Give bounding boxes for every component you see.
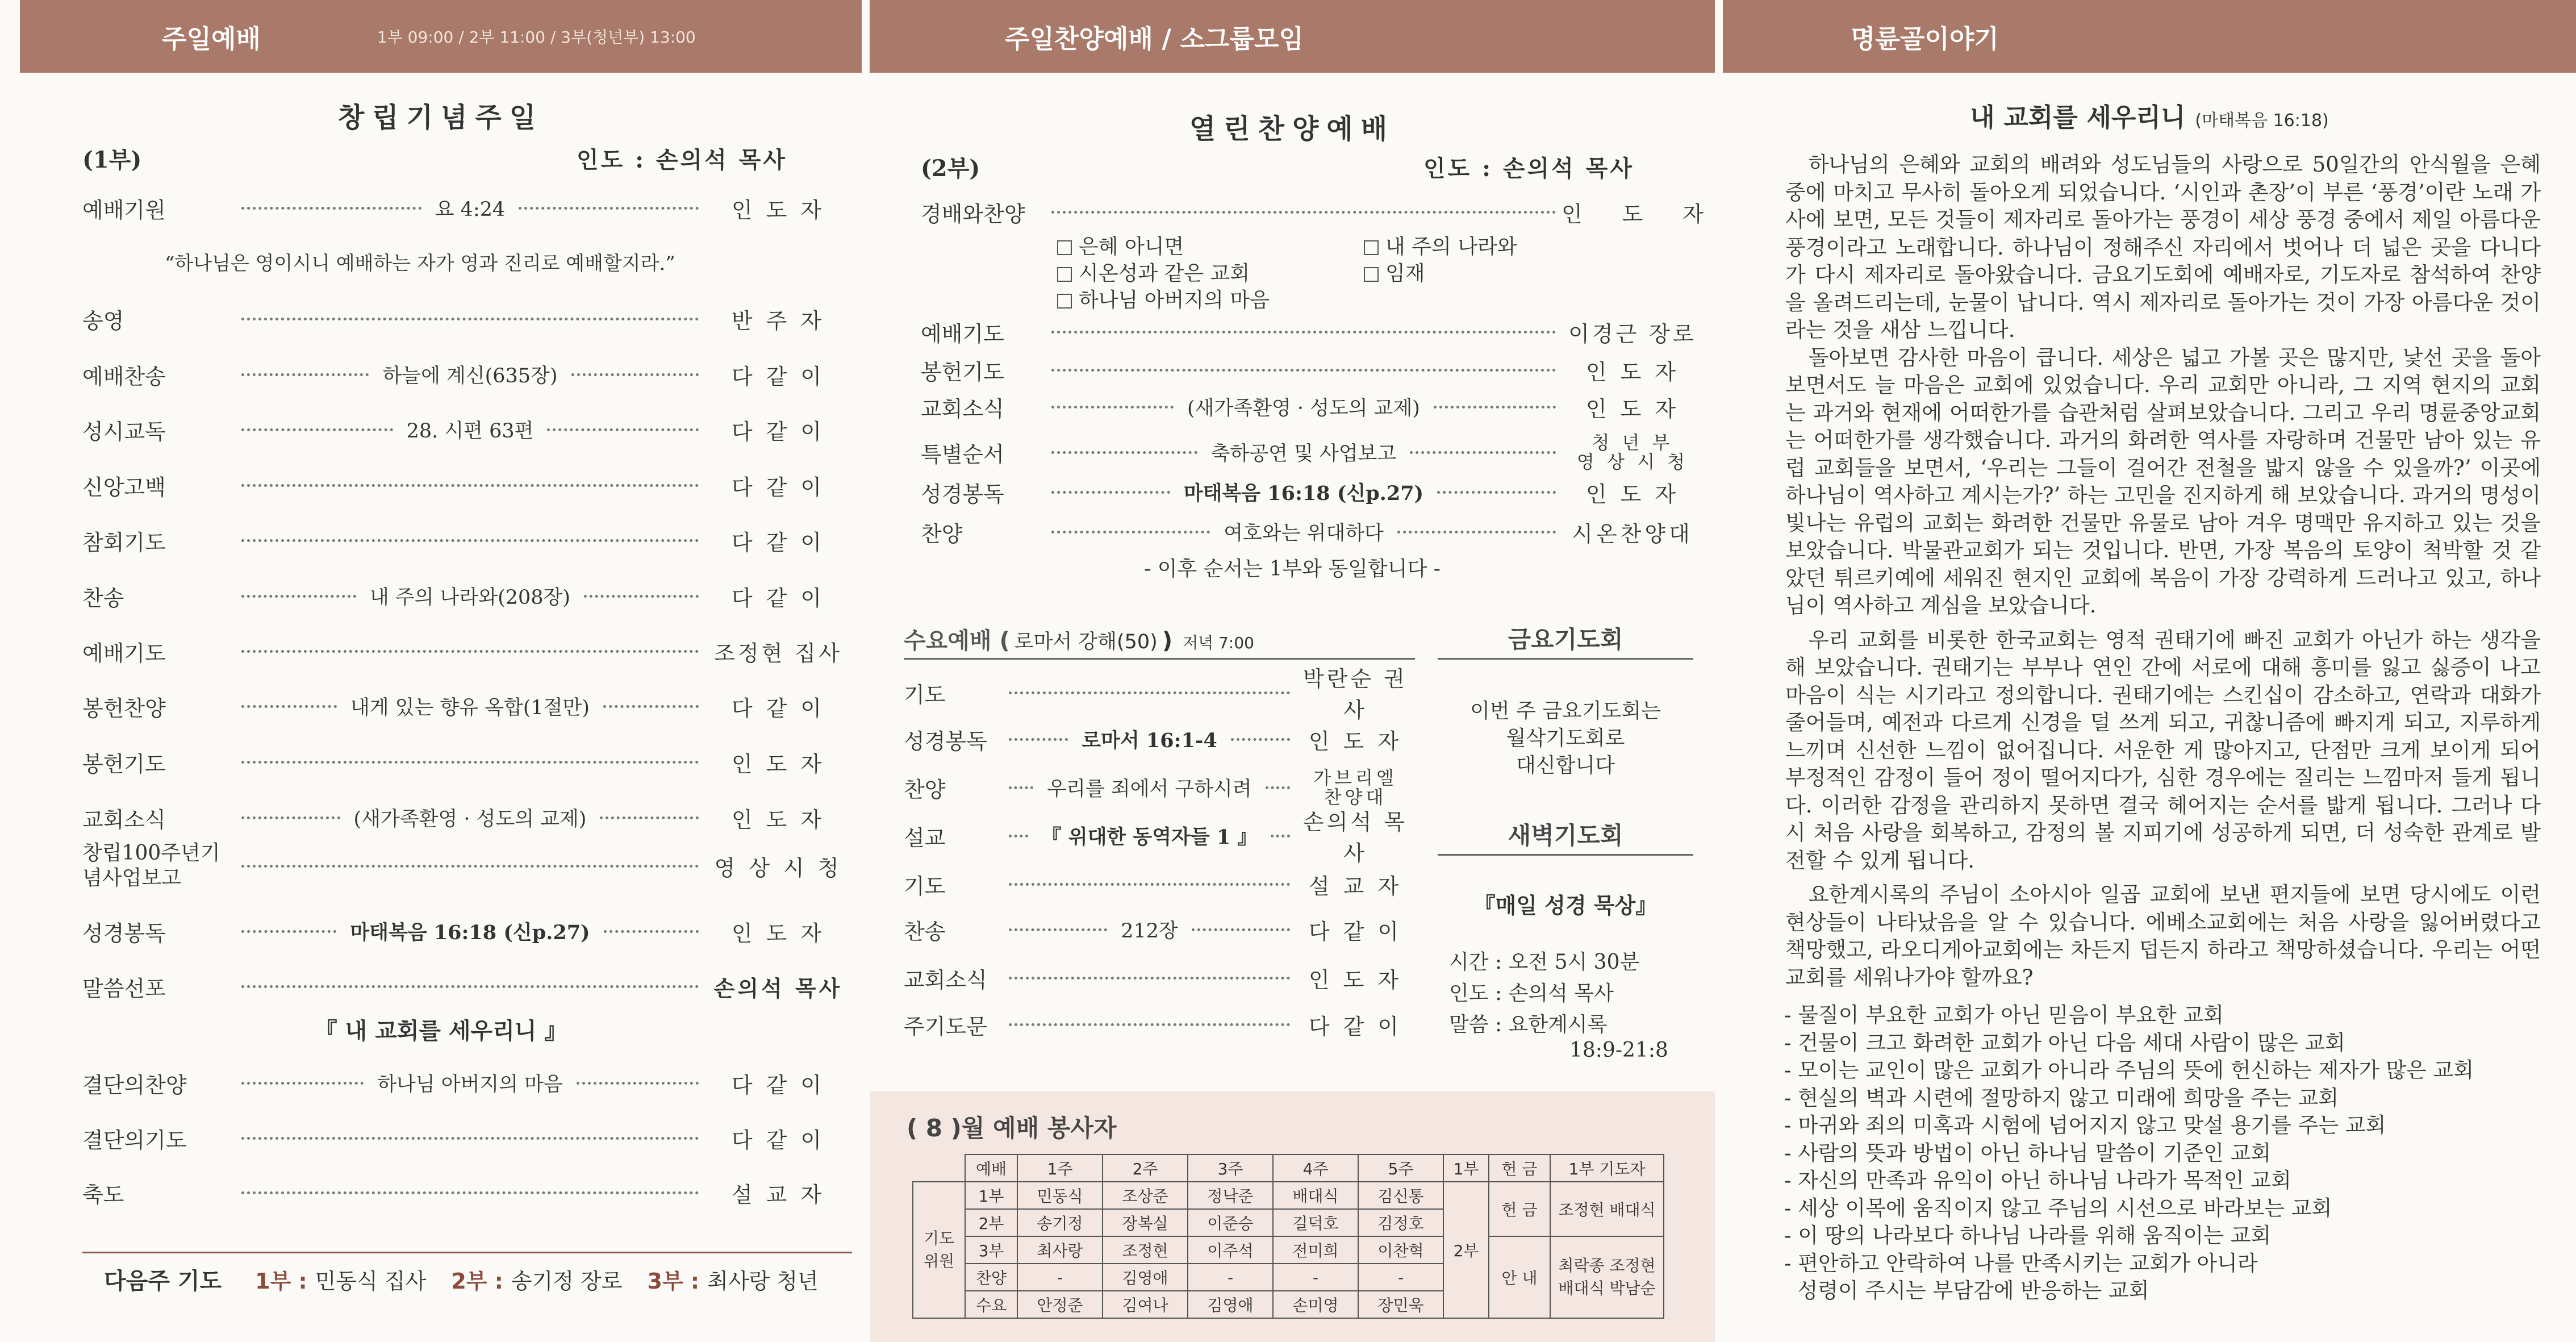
- order-name: 교회소식: [904, 967, 987, 993]
- table-cell: -: [1358, 1264, 1443, 1291]
- order-name: 예배찬송: [82, 364, 166, 389]
- order-row: [921, 319, 1704, 345]
- table-header: 3주: [1188, 1155, 1273, 1182]
- table-cell: -: [1188, 1264, 1273, 1291]
- table-cell: 찬양: [965, 1264, 1017, 1291]
- hymn-item: [1364, 231, 1517, 260]
- next-week-label: 다음주 기도: [104, 1268, 222, 1294]
- leader: 인도 : 손의석 목사: [1423, 155, 1635, 182]
- order-row: [904, 666, 1415, 723]
- dawn-time: 시간 : 오전 5시 30분: [1449, 951, 1640, 974]
- order-name: 기도: [904, 682, 946, 707]
- table-cell: 김신통: [1358, 1182, 1443, 1209]
- service-title: 창립기념주일: [337, 102, 544, 134]
- order-row: [82, 361, 852, 387]
- group-label: 기도 위원: [913, 1182, 965, 1318]
- order-content: (새가족환영 · 성도의 교제): [1179, 393, 1428, 421]
- p3-value: 최사랑 청년: [707, 1269, 819, 1294]
- service-label: (1부): [82, 147, 142, 173]
- order-who: 반 주 자: [731, 308, 825, 334]
- next-week-prayer: [104, 1263, 819, 1295]
- checkbox-icon: [1057, 294, 1072, 309]
- order-who: 이경근 장로: [1568, 321, 1697, 347]
- table-row: [913, 1182, 1664, 1209]
- table-cell: 김여나: [1103, 1291, 1188, 1318]
- order-who: 영 상 시 청: [714, 855, 842, 881]
- order-who: 인 도 자: [1562, 201, 1704, 227]
- order-row: [82, 1070, 852, 1096]
- table-cell: 장민욱: [1358, 1291, 1443, 1318]
- order-name: 신앙고백: [82, 474, 166, 500]
- table-cell: 안정준: [1017, 1291, 1103, 1318]
- p1-label: 1부 :: [255, 1269, 307, 1294]
- order-name: 말씀선포: [82, 976, 166, 1001]
- service-label: (2부): [921, 155, 980, 182]
- order-row: [904, 916, 1415, 943]
- order-row: [904, 871, 1415, 897]
- order-row: [82, 693, 852, 719]
- order-who: 손의석 목사: [713, 975, 843, 1001]
- checkbox-icon: [1364, 240, 1379, 255]
- order-who: 인 도 자: [1308, 967, 1402, 993]
- order-who: 다 같 이: [1308, 1014, 1402, 1039]
- table-header: 1부 기도자: [1550, 1155, 1664, 1182]
- divider: [82, 1252, 852, 1253]
- order-content: (새가족환영 · 성도의 교제): [346, 803, 595, 832]
- p1-value: 민동식 집사: [315, 1269, 427, 1294]
- table-cell: 정낙준: [1188, 1182, 1273, 1209]
- story-body: [1785, 151, 2541, 998]
- leader: 인도 : 손의석 목사: [577, 147, 788, 173]
- order-row: [82, 973, 852, 999]
- order-who: 인 도 자: [1585, 396, 1680, 422]
- order-content: 여호와는 위대하다: [1216, 518, 1392, 546]
- order-name: 봉헌기도: [921, 359, 1004, 385]
- order-row: [82, 840, 852, 892]
- order-row: [904, 810, 1415, 866]
- paragraph: 하나님의 은혜와 교회의 배려와 성도님들의 사랑으로 50일간의 안식월을 은혜 중에 마치고 무사히 돌아오게 되었습니다. ‘시인과 촌장’이 부른 ‘풍경’이란 노래 가사에 보면, 모든 것들이 제자리로 돌아가는 풍경이 세상 풍경 중에서 제일 아름다운 풍경이라고 노래합니다. 하나님이 정해주신 자리에서 벗어나 더 넓은 곳을 다니다가 다시 제자리로 돌아왔습니다. 금요기도회에 예배자로, 기도자로 참석하여 찬양을 올려드리는데, 눈물이 납니다. 역시 제자리로 돌아가는 것이 가장 아름다운 것이라는 것을 새삼 느낍니다.: [1785, 152, 2541, 342]
- p3-label: 3부 :: [647, 1269, 700, 1294]
- hymn-title: 내 주의 나라와: [1385, 235, 1517, 259]
- table-cell: 배대식: [1273, 1182, 1358, 1209]
- table-cell: 송기정: [1017, 1209, 1103, 1236]
- list-item: - 편안하고 안락하여 나를 만족시키는 교회가 아니라: [1784, 1251, 2258, 1276]
- order-who: 다 같 이: [731, 585, 825, 611]
- friday-line: 대신합니다: [1516, 754, 1615, 777]
- order-name: 특별순서: [921, 441, 1004, 467]
- order-name: 성시교독: [82, 419, 166, 444]
- divider: [1438, 658, 1693, 660]
- header-story: [1723, 0, 2576, 73]
- order-who: 조정현 집사: [714, 640, 842, 666]
- order-name: 주기도문: [904, 1014, 987, 1039]
- order-row: [82, 918, 852, 944]
- table-cell: 수요: [965, 1291, 1017, 1318]
- order-name: 창립100주년기념사업보고: [82, 841, 220, 890]
- order-name: 참회기도: [82, 530, 166, 555]
- order-row: [904, 767, 1415, 808]
- order-who: 다 같 이: [731, 1072, 825, 1098]
- hymn-title: 은혜 아니면: [1079, 235, 1184, 259]
- order-row: [82, 749, 852, 775]
- order-content: 28. 시편 63편: [399, 415, 542, 444]
- table-header: 1주: [1017, 1155, 1103, 1182]
- order-content: 마태복음 16:18 (신p.27): [1176, 478, 1431, 506]
- order-name: 찬양: [904, 777, 946, 802]
- table-header: 예배: [965, 1155, 1017, 1182]
- order-name: 성경봉독: [82, 920, 166, 946]
- checkbox-icon: [1057, 240, 1072, 255]
- dawn-range: 18:9-21:8: [1569, 1039, 1668, 1062]
- table-cell: -: [1273, 1264, 1358, 1291]
- order-who: 인 도 자: [731, 751, 825, 777]
- story-panel: [1723, 73, 2576, 1342]
- list-item: - 물질이 부요한 교회가 아닌 믿음이 부요한 교회: [1784, 1003, 2224, 1027]
- order-who: 인 도 자: [731, 807, 825, 832]
- order-row: [921, 357, 1704, 383]
- table-cell: 김영애: [1188, 1291, 1273, 1318]
- order-name: 찬송: [904, 919, 946, 944]
- dawn-leader: 인도 : 손의석 목사: [1449, 982, 1614, 1005]
- order-row: [921, 479, 1704, 505]
- order-content: 하나님 아버지의 마음: [369, 1069, 571, 1097]
- order-who: 인 도 자: [731, 197, 825, 223]
- order-name: 설교: [904, 825, 946, 851]
- order-name: 봉헌기도: [82, 751, 166, 777]
- table-cell: 길덕호: [1273, 1209, 1358, 1236]
- list-item: - 모이는 교인이 많은 교회가 아니라 주님의 뜻에 헌신하는 제자가 많은 교회: [1784, 1058, 2474, 1082]
- order-name: 찬송: [82, 585, 124, 611]
- order-who: 다 같 이: [731, 419, 825, 444]
- table-header: 4주: [1273, 1155, 1358, 1182]
- table-cell: 1부: [965, 1182, 1017, 1209]
- scripture-quote: “하나님은 영이시니 예배하는 자가 영과 진리로 예배할지라.”: [165, 252, 675, 275]
- order-row: [904, 965, 1415, 991]
- order-who: 인 도 자: [731, 920, 825, 946]
- praise-worship-panel: [870, 73, 1715, 1342]
- order-row: [82, 306, 852, 332]
- order-who: 다 같 이: [731, 474, 825, 500]
- order-who: 손의석 목사: [1303, 810, 1408, 866]
- order-who: 다 같 이: [731, 364, 825, 389]
- order-who: 청 년 부 영 상 시 청: [1576, 432, 1689, 473]
- note: - 이후 순서는 1부와 동일합니다 -: [1144, 557, 1441, 581]
- table-cell: 손미영: [1273, 1291, 1358, 1318]
- order-name: 예배기원: [82, 197, 166, 223]
- story-bullets: [1784, 1002, 2545, 1305]
- sermon-title: 『 내 교회를 세우리니 』: [314, 1018, 567, 1044]
- hymn-title: 임재: [1385, 262, 1425, 285]
- order-name: 교회소식: [82, 807, 166, 832]
- order-who: 인 도 자: [1585, 481, 1680, 507]
- hymn-title: 하나님 아버지의 마음: [1079, 289, 1270, 312]
- order-name: 예배기도: [921, 321, 1004, 347]
- order-who: 다 같 이: [731, 530, 825, 555]
- wed-ref: 로마서 강해(50): [1014, 631, 1158, 653]
- order-name: 성경봉독: [921, 481, 1004, 507]
- order-name: 찬양: [921, 521, 963, 547]
- header-title: 주일예배: [162, 23, 261, 54]
- order-who: 가브리엘 찬양대: [1313, 767, 1397, 808]
- table-cell: 최사랑: [1017, 1236, 1103, 1264]
- wed-label: 수요예배 (: [904, 628, 1010, 654]
- table-cell: 김영애: [1103, 1264, 1188, 1291]
- list-item: - 세상 이목에 움직이지 않고 주님의 시선으로 바라보는 교회: [1784, 1195, 2332, 1220]
- order-row: [82, 416, 852, 443]
- sunday-worship-panel: [20, 73, 862, 1342]
- checkbox-icon: [1364, 267, 1379, 282]
- guide-value: 최락종 조정현: [1558, 1256, 1656, 1275]
- order-name: 송영: [82, 308, 124, 334]
- order-name: 예배기도: [82, 640, 166, 666]
- order-row: [921, 394, 1704, 420]
- order-row: [82, 1180, 852, 1206]
- table-cell: 이준승: [1188, 1209, 1273, 1236]
- header-title: 명륜골이야기: [1851, 23, 1999, 54]
- hymn-item: [1057, 284, 1270, 313]
- order-row: [82, 195, 852, 221]
- p2-label: 2부: [1443, 1182, 1489, 1318]
- order-content: 요 4:24: [427, 194, 513, 222]
- paragraph: 우리 교회를 비롯한 한국교회는 영적 권태기에 빠진 교회가 아닌가 하는 생각을 해 보았습니다. 권태기는 부부나 연인 간에 서로에 대해 흥미를 잃고 싫증이 나고 마음이 식는 시기라고 정의합니다. 권태기에는 스킨십이 감소하고, 연락과 대화가 줄어들며, 예전과 다르게 신경을 덜 쓰게 되고, 귀찮니즘에 빠지게 되고, 지루하게 느끼며 신선한 느낌이 없어집니다. 서운한 게 많아지고, 단점만 크게 보이게 되어 부정적인 감정이 들어 정이 떨어지다가, 심한 경우에는 질리는 느낌마저 들게 됩니다. 이러한 감정을 관리하지 못하면 결국 헤어지는 순서를 밟게 됩니다. 그러나 다시 처음 사랑을 회복하고, 감정의 볼 지피기에 성공하게 되면, 더 성숙한 관계로 발전할 수 있게 됩니다.: [1785, 627, 2541, 873]
- friday-title: 금요기도회: [1508, 626, 1623, 653]
- order-row: [82, 805, 852, 831]
- table-header: 2주: [1103, 1155, 1188, 1182]
- story-title-row: [1723, 97, 2576, 134]
- order-name: 결단의기도: [82, 1127, 187, 1153]
- divider: [1438, 854, 1693, 856]
- table-row: [913, 1236, 1664, 1264]
- paragraph: 돌아보면 감사한 마음이 큽니다. 세상은 넓고 가볼 곳은 많지만, 낯선 곳을 돌아보면서도 늘 마음은 교회에 있었습니다. 우리 교회만 아니라, 그 지역 현지의 교회는 과거와 현재에 어떠한가를 습관처럼 살펴보았습니다. 그리고 우리 명륜중앙교회는 어떠한가를 생각했습니다. 과거의 화려한 역사를 자랑하며 건물만 남아 있는 유럽 교회들을 보면서, ‘우리는 그들이 걸어간 전철을 밟지 않을 수 있을까?’ 이곳에 하나님이 역사하고 계시는가?’ 하는 고민을 진지하게 해 보았습니다. 과거의 명성이 빛나는 유럽의 교회는 화려한 건물만 유물로 남아 겨우 명맥만 유지하고 있는 것을 보았습니다. 박물관교회가 되는 것입니다. 반면, 가장 복음의 토양이 척박할 것 같았던 튀르키예에 세워진 현지인 교회에 복음이 가장 강력하게 드러나고 있고, 하나님이 역사하고 계심을 보았습니다.: [1785, 345, 2541, 618]
- hymn-item: [1057, 231, 1184, 260]
- offering-label: 헌 금: [1489, 1182, 1550, 1236]
- table-cell: 김정호: [1358, 1209, 1443, 1236]
- table-cell: 조정현: [1103, 1236, 1188, 1264]
- table-cell: 이찬혁: [1358, 1236, 1443, 1264]
- friday-line: 월삭기도회로: [1506, 727, 1625, 750]
- order-content: 우리를 죄에서 구하시려: [1039, 773, 1259, 802]
- list-item: - 이 땅의 나라보다 하나님 나라를 위해 움직이는 교회: [1784, 1223, 2272, 1248]
- order-content: 내게 있는 향유 옥합(1절만): [343, 692, 598, 720]
- list-item: - 건물이 크고 화려한 교회가 아닌 다음 세대 사람이 많은 교회: [1784, 1030, 2345, 1055]
- checkbox-icon: [1057, 267, 1072, 282]
- hymn-item: [1057, 257, 1250, 286]
- table-cell: 조상준: [1103, 1182, 1188, 1209]
- order-content: 내 주의 나라와(208장): [362, 582, 578, 610]
- volunteers-title: ( 8 )월 예배 봉사자: [907, 1114, 1117, 1142]
- list-item: - 현실의 벽과 시련에 절망하지 않고 미래에 희망을 주는 교회: [1784, 1085, 2339, 1110]
- table-cell: 3부: [965, 1236, 1017, 1264]
- header-times: 1부 09:00 / 2부 11:00 / 3부(청년부) 13:00: [377, 28, 696, 47]
- volunteers-table: [912, 1154, 1664, 1319]
- guide-value: 배대식 박남순: [1558, 1279, 1656, 1298]
- wednesday-title: [904, 623, 1254, 655]
- order-row: [921, 432, 1704, 473]
- list-item: 성령이 주시는 부담감에 반응하는 교회: [1784, 1278, 2149, 1303]
- order-content: 축하공연 및 사업보고: [1203, 438, 1405, 466]
- table-header: 헌 금: [1489, 1155, 1550, 1182]
- table-cell: -: [1017, 1264, 1103, 1291]
- order-who: 다 같 이: [731, 1127, 825, 1153]
- paragraph: 요한계시록의 주님이 소아시아 일곱 교회에 보낸 편지들에 보면 당시에도 이런 현상들이 나타났음을 알 수 있습니다. 에베소교회에는 처음 사랑을 잃어버렸다고 책망했고, 라오디게아교회에는 차든지 덥든지 하라고 책망하셨습니다. 우리는 어떤 교회를 세워나가야 할까요?: [1785, 882, 2541, 990]
- p2-label: 2부 :: [451, 1269, 503, 1294]
- table-header: 1부: [1443, 1155, 1489, 1182]
- header-praise-worship: [870, 0, 1715, 73]
- hymn-item: [1364, 257, 1425, 286]
- order-content: 『 위대한 동역자들 1 』: [1034, 822, 1266, 850]
- table-header: 5주: [1358, 1155, 1443, 1182]
- offering-value: 조정현 배대식: [1550, 1182, 1664, 1236]
- list-item: - 자신의 만족과 유익이 아닌 하나님 나라가 목적인 교회: [1784, 1168, 2291, 1193]
- order-content: 212장: [1113, 915, 1186, 944]
- order-row: [82, 527, 852, 553]
- guide-label: 안 내: [1489, 1236, 1550, 1318]
- order-name: 교회소식: [921, 396, 1004, 422]
- list-item: - 마귀와 죄의 미혹과 시험에 넘어지지 않고 맞설 용기를 주는 교회: [1784, 1113, 2386, 1137]
- header-sunday-worship: [20, 0, 862, 73]
- friday-line: 이번 주 금요기도회는: [1470, 699, 1661, 723]
- list-item: - 사람의 뜻과 방법이 아닌 하나님 말씀이 기준인 교회: [1784, 1140, 2272, 1165]
- table-cell: 민동식: [1017, 1182, 1103, 1209]
- dawn-subtitle: 『매일 성경 묵상』: [1473, 893, 1658, 918]
- order-content: 로마서 16:1-4: [1074, 725, 1225, 753]
- order-row: [921, 199, 1704, 225]
- order-name: 결단의찬양: [82, 1072, 187, 1098]
- order-row: [904, 1011, 1415, 1037]
- table-cell: 2부: [965, 1209, 1017, 1236]
- order-who: 다 같 이: [1308, 919, 1402, 944]
- story-ref: (마태복음 16:18): [2195, 111, 2329, 131]
- order-name: 경배와찬양: [921, 201, 1025, 227]
- order-row: [82, 472, 852, 498]
- wed-paren: ): [1162, 628, 1173, 654]
- table-cell: 장복실: [1103, 1209, 1188, 1236]
- order-name: 봉헌찬양: [82, 695, 166, 721]
- order-row: [921, 519, 1704, 545]
- order-row: [904, 726, 1415, 752]
- order-row: [82, 1125, 852, 1151]
- dawn-title: 새벽기도회: [1508, 822, 1623, 849]
- hymn-title: 시온성과 같은 교회: [1079, 262, 1250, 285]
- order-row: [82, 638, 852, 664]
- order-name: 기도: [904, 873, 946, 899]
- order-content: 마태복음 16:18 (신p.27): [342, 917, 598, 945]
- order-who: 인 도 자: [1585, 359, 1680, 385]
- service-title: 열린찬양예배: [1189, 113, 1396, 145]
- divider: [904, 658, 1415, 660]
- order-content: 하늘에 계신(635장): [374, 360, 565, 389]
- header-title: 주일찬양예배 / 소그룹모임: [1005, 23, 1304, 54]
- order-name: 성경봉독: [904, 728, 987, 754]
- order-who: 박란순 권사: [1303, 666, 1408, 723]
- order-row: [82, 583, 852, 609]
- table-cell: 전미희: [1273, 1236, 1358, 1264]
- order-who: 시온찬양대: [1572, 521, 1693, 547]
- order-who: 다 같 이: [731, 695, 825, 721]
- order-name: 축도: [82, 1182, 124, 1207]
- order-who: 인 도 자: [1308, 728, 1402, 754]
- order-who: 설 교 자: [731, 1182, 825, 1207]
- story-title: 내 교회를 세우리니: [1970, 102, 2186, 132]
- wed-time: 저녁 7:00: [1183, 634, 1254, 652]
- table-cell: 이주석: [1188, 1236, 1273, 1264]
- p2-value: 송기정 장로: [511, 1269, 623, 1294]
- dawn-word: 말씀 : 요한계시록: [1449, 1013, 1608, 1036]
- order-who: 설 교 자: [1308, 873, 1402, 899]
